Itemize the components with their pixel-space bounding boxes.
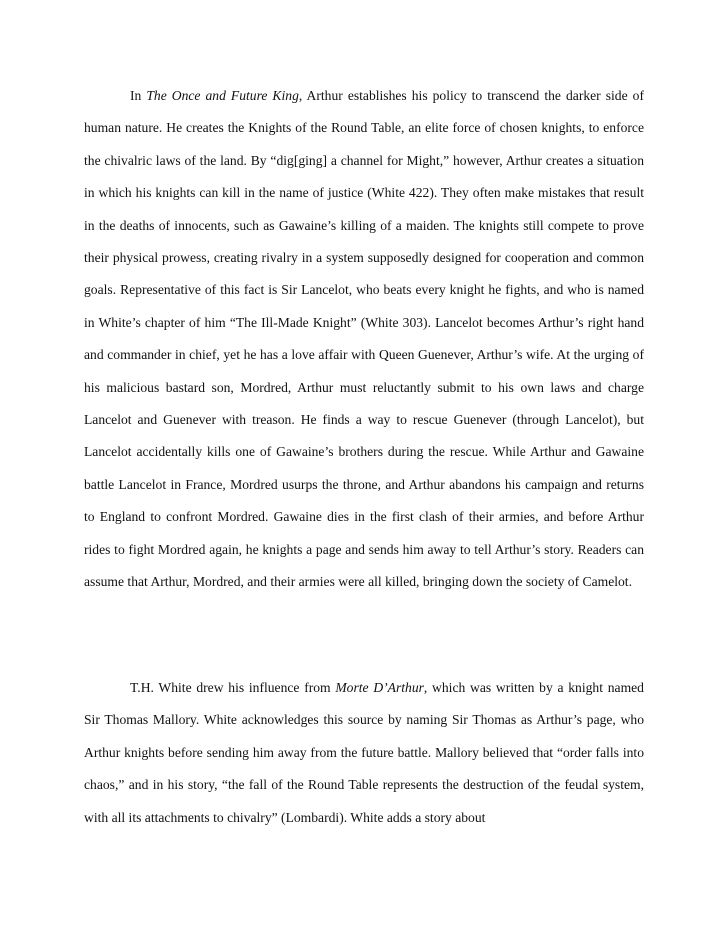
- paragraph-1-body: , Arthur establishes his policy to transcend the darker side of human nature. He creates the Knights of the Round Table, an elite force of chosen knights, to enforce the chivalric laws of the land. By “dig[ging] a channel for Might,” however, Arthur creates a situation in which his knights can kill in the name of justice (White 422). They often make mistakes that result in the deaths of innocents, such as Gawaine’s killing of a maiden. The knights still compete to prove their physical prowess, creating rivalry in a system supposedly designed for cooperation and common goals. Representative of this fact is Sir Lancelot, who beats every knight he fights, and who is named in White’s chapter of him “The Ill-Made Knight” (White 303). Lancelot becomes Arthur’s right hand and commander in chief, yet he has a love affair with Queen Guenever, Arthur’s wife. At the urging of his malicious bastard son, Mordred, Arthur must reluctantly submit to his own laws and charge Lancelot and Guenever with treason. He finds a way to rescue Guenever (through Lancelot), but Lancelot accidentally kills one of Gawaine’s brothers during the rescue. While Arthur and Gawaine battle Lancelot in France, Mordred usurps the throne, and Arthur abandons his campaign and returns to England to confront Mordred. Gawaine dies in the first clash of their armies, and before Arthur rides to fight Mordred again, he knights a page and sends him away to tell Arthur’s story. Readers can assume that Arthur, Mordred, and their armies were all killed, bringing down the society of Camelot.: [84, 88, 644, 590]
- paragraph-1: [84, 80, 644, 599]
- paragraph-1-lead: In: [130, 88, 147, 103]
- book-title-once-and-future-king: The Once and Future King: [146, 88, 299, 103]
- paragraph-2-body: , which was written by a knight named Sir Thomas Mallory. White acknowledges this source by naming Sir Thomas as Arthur’s page, who Arthur knights before sending him away from the future battle. Mallory believed that “order falls into chaos,” and in his story, “the fall of the Round Table represents the destruction of the feudal system, with all its attachments to chivalry” (Lombardi). White adds a story about: [84, 680, 644, 825]
- paragraph-2: [84, 672, 644, 834]
- paragraph-2-lead: T.H. White drew his influence from: [130, 680, 336, 695]
- book-title-morte-darthur: Morte D’Arthur: [335, 680, 424, 695]
